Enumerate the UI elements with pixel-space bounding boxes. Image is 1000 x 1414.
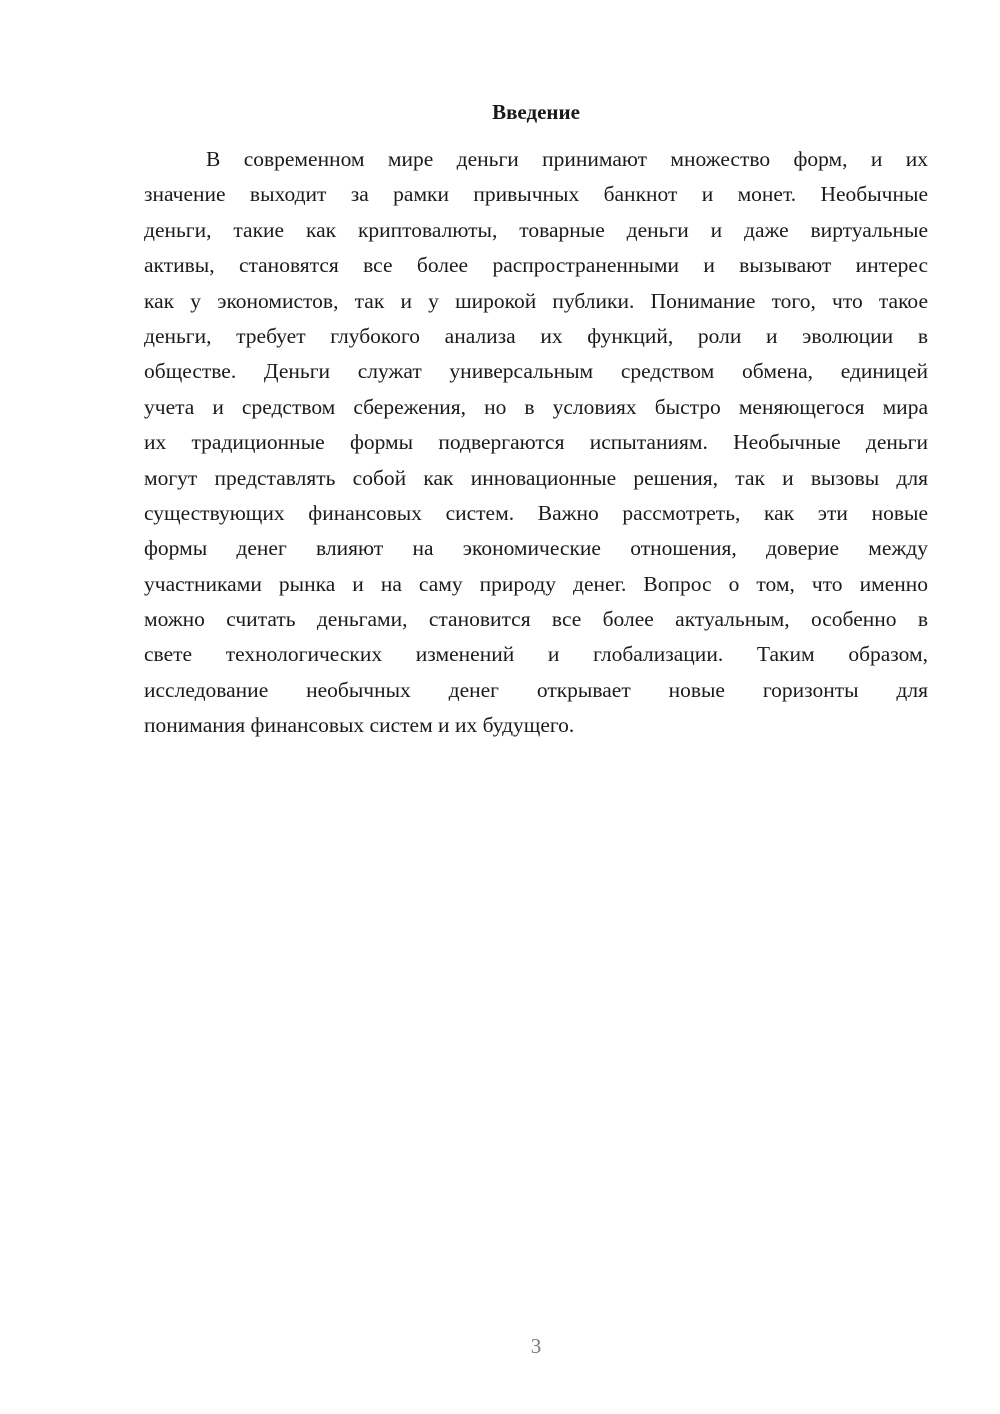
paragraph-line: исследование необычных денег открывает новые горизонты для — [144, 677, 928, 702]
paragraph-line: существующих финансовых систем. Важно рассмотреть, как эти новые — [144, 500, 928, 525]
paragraph-line: значение выходит за рамки привычных банкнот и монет. Необычные — [144, 182, 928, 207]
paragraph-line: их традиционные формы подвергаются испытаниям. Необычные деньги — [144, 430, 928, 455]
paragraph-line: формы денег влияют на экономические отношения, доверие между — [144, 536, 928, 561]
paragraph-line: учета и средством сбережения, но в условиях быстро меняющегося мира — [144, 394, 928, 419]
page-title: Введение — [492, 100, 580, 124]
page-number: 3 — [530, 1334, 542, 1358]
paragraph-line: понимания финансовых систем и их будущего. — [144, 713, 575, 738]
paragraph-line: В современном мире деньги принимают множество форм, и их — [206, 147, 928, 171]
paragraph-line: как у экономистов, так и у широкой публики. Понимание того, что такое — [144, 288, 928, 313]
paragraph-line: деньги, такие как криптовалюты, товарные деньги и даже виртуальные — [144, 217, 928, 242]
paragraph-line: активы, становятся все более распространенными и вызывают интерес — [144, 253, 928, 278]
paragraph-line: обществе. Деньги служат универсальным средством обмена, единицей — [144, 359, 928, 384]
paragraph-line: участниками рынка и на саму природу денег. Вопрос о том, что именно — [144, 571, 928, 596]
introduction-paragraph — [144, 142, 928, 744]
paragraph-line: свете технологических изменений и глобализации. Таким образом, — [144, 642, 928, 667]
paragraph-line: могут представлять собой как инновационные решения, так и вызовы для — [144, 465, 928, 490]
paragraph-line: деньги, требует глубокого анализа их функций, роли и эволюции в — [144, 323, 928, 348]
paragraph-line: можно считать деньгами, становится все более актуальным, особенно в — [144, 607, 928, 632]
